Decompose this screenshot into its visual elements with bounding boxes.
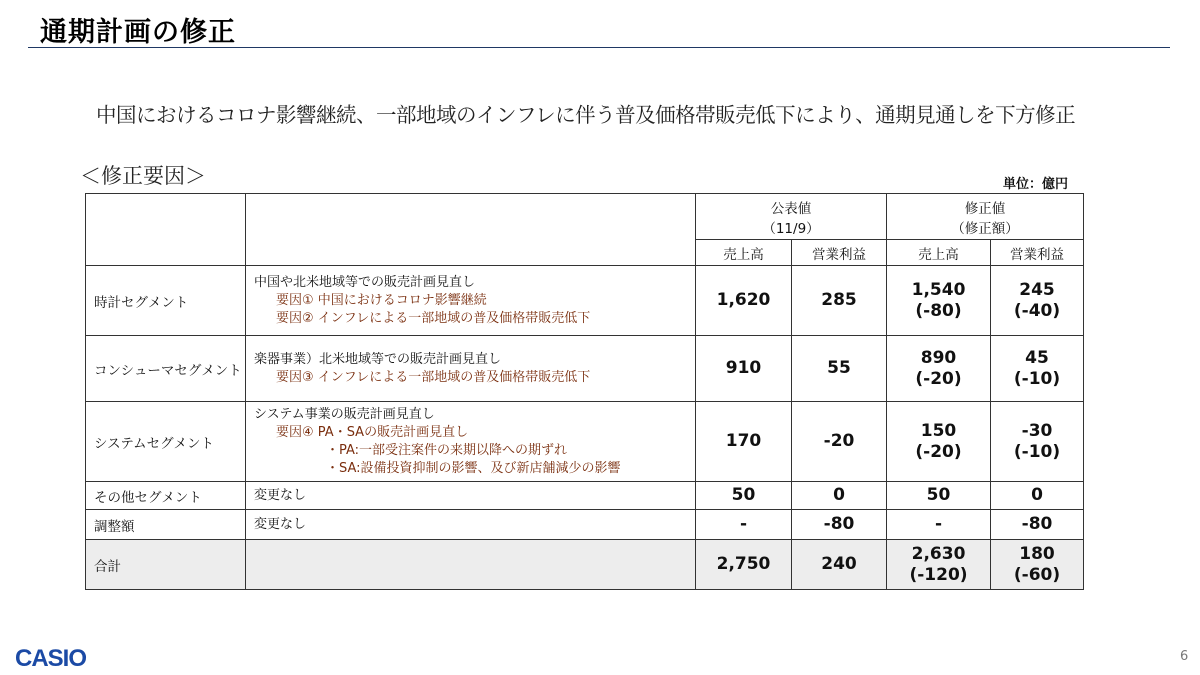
desc-line: 中国や北米地域等での販売計画見直し — [254, 274, 476, 290]
pub-op-value: -80 — [792, 510, 887, 540]
pub-sales-value: 910 — [696, 336, 792, 402]
unit-label: 単位：億円 — [1003, 177, 1069, 192]
rev-op-value: 180 — [1019, 543, 1055, 564]
rev-sales-value: 2,630 — [911, 543, 966, 564]
rev-op-diff: (-10) — [1013, 368, 1061, 389]
header-revised-note: （修正額） — [951, 220, 1019, 237]
header-blank-segment — [86, 194, 246, 266]
revision-table — [85, 193, 1084, 590]
row-description — [246, 540, 696, 590]
rev-sales-cell — [887, 402, 991, 482]
rev-sales-diff: (-20) — [915, 441, 962, 462]
segment-name: システムセグメント — [86, 402, 246, 482]
header-revised — [887, 194, 1084, 240]
pub-op-value: 285 — [792, 266, 887, 336]
rev-op-value: 245 — [1019, 279, 1055, 300]
page-title: 通期計画の修正 — [40, 17, 236, 48]
rev-sales-value: 890 — [920, 347, 957, 368]
row-description: 変更なし — [246, 482, 696, 510]
header-published-date: （11/9） — [762, 220, 820, 237]
header-published — [696, 194, 887, 240]
desc-line: 楽器事業）北米地域等での販売計画見直し — [254, 351, 502, 367]
pub-op-value: 0 — [792, 482, 887, 510]
rev-op-value: -30 — [1021, 420, 1053, 441]
rev-op-cell — [991, 540, 1084, 590]
pub-sales-value: 1,620 — [696, 266, 792, 336]
rev-op-diff: (-60) — [1013, 564, 1061, 585]
casio-logo: CASIO — [15, 645, 87, 672]
segment-name: コンシューマセグメント — [86, 336, 246, 402]
title-divider — [28, 47, 1170, 48]
pub-op-value: 55 — [792, 336, 887, 402]
segment-name: 時計セグメント — [86, 266, 246, 336]
header-rev-op: 営業利益 — [991, 240, 1084, 266]
table-row — [86, 510, 1084, 540]
rev-op-cell — [991, 402, 1084, 482]
rev-op-cell — [991, 266, 1084, 336]
rev-sales-cell — [887, 336, 991, 402]
segment-name: 調整額 — [86, 510, 246, 540]
factor-line: 要因② インフレによる一部地域の普及価格帯販売低下 — [276, 310, 591, 326]
segment-name: その他セグメント — [86, 482, 246, 510]
rev-op-cell — [991, 336, 1084, 402]
row-description — [246, 266, 696, 336]
header-rev-sales: 売上高 — [887, 240, 991, 266]
desc-line: システム事業の販売計画見直し — [254, 406, 435, 422]
factor-line: 要因④ PA・SAの販売計画見直し — [276, 424, 469, 440]
factor-line: 要因① 中国におけるコロナ影響継続 — [276, 292, 487, 308]
header-pub-op: 営業利益 — [792, 240, 887, 266]
rev-sales-diff: (-20) — [915, 368, 962, 389]
row-description: 変更なし — [246, 510, 696, 540]
row-description — [246, 402, 696, 482]
rev-sales-value: - — [887, 510, 991, 540]
rev-sales-cell — [887, 540, 991, 590]
lead-text: 中国におけるコロナ影響継続、一部地域のインフレに伴う普及価格帯販売低下により、通期見通しを下方修正 — [96, 103, 1076, 127]
rev-sales-value: 150 — [920, 420, 957, 441]
factor-line: 要因③ インフレによる一部地域の普及価格帯販売低下 — [276, 369, 591, 385]
header-blank-desc — [246, 194, 696, 266]
table-row — [86, 266, 1084, 336]
pub-op-value: -20 — [792, 402, 887, 482]
pub-sales-value: 170 — [696, 402, 792, 482]
pub-sales-value: 50 — [696, 482, 792, 510]
row-description — [246, 336, 696, 402]
rev-sales-value: 50 — [887, 482, 991, 510]
header-published-label: 公表値 — [770, 200, 812, 217]
pub-sales-value: - — [696, 510, 792, 540]
rev-sales-value: 1,540 — [911, 279, 966, 300]
segment-name: 合計 — [86, 540, 246, 590]
table-row — [86, 482, 1084, 510]
header-revised-label: 修正値 — [964, 200, 1006, 217]
rev-op-diff: (-40) — [1013, 300, 1061, 321]
table-row — [86, 402, 1084, 482]
table-row — [86, 336, 1084, 402]
pub-sales-value: 2,750 — [696, 540, 792, 590]
header-pub-sales: 売上高 — [696, 240, 792, 266]
section-label: ＜修正要因＞ — [80, 164, 206, 188]
rev-op-value: -80 — [991, 510, 1084, 540]
table-row-total — [86, 540, 1084, 590]
pub-op-value: 240 — [792, 540, 887, 590]
rev-sales-cell — [887, 266, 991, 336]
rev-op-value: 0 — [991, 482, 1084, 510]
factor-subline: ・PA:一部受注案件の来期以降への期ずれ — [326, 442, 568, 458]
factor-subline: ・SA:設備投資抑制の影響、及び新店舗減少の影響 — [326, 460, 621, 476]
page-number: 6 — [1180, 649, 1189, 664]
rev-sales-diff: (-80) — [915, 300, 962, 321]
rev-op-diff: (-10) — [1013, 441, 1061, 462]
rev-op-value: 45 — [1025, 347, 1049, 368]
rev-sales-diff: (-120) — [909, 564, 968, 585]
